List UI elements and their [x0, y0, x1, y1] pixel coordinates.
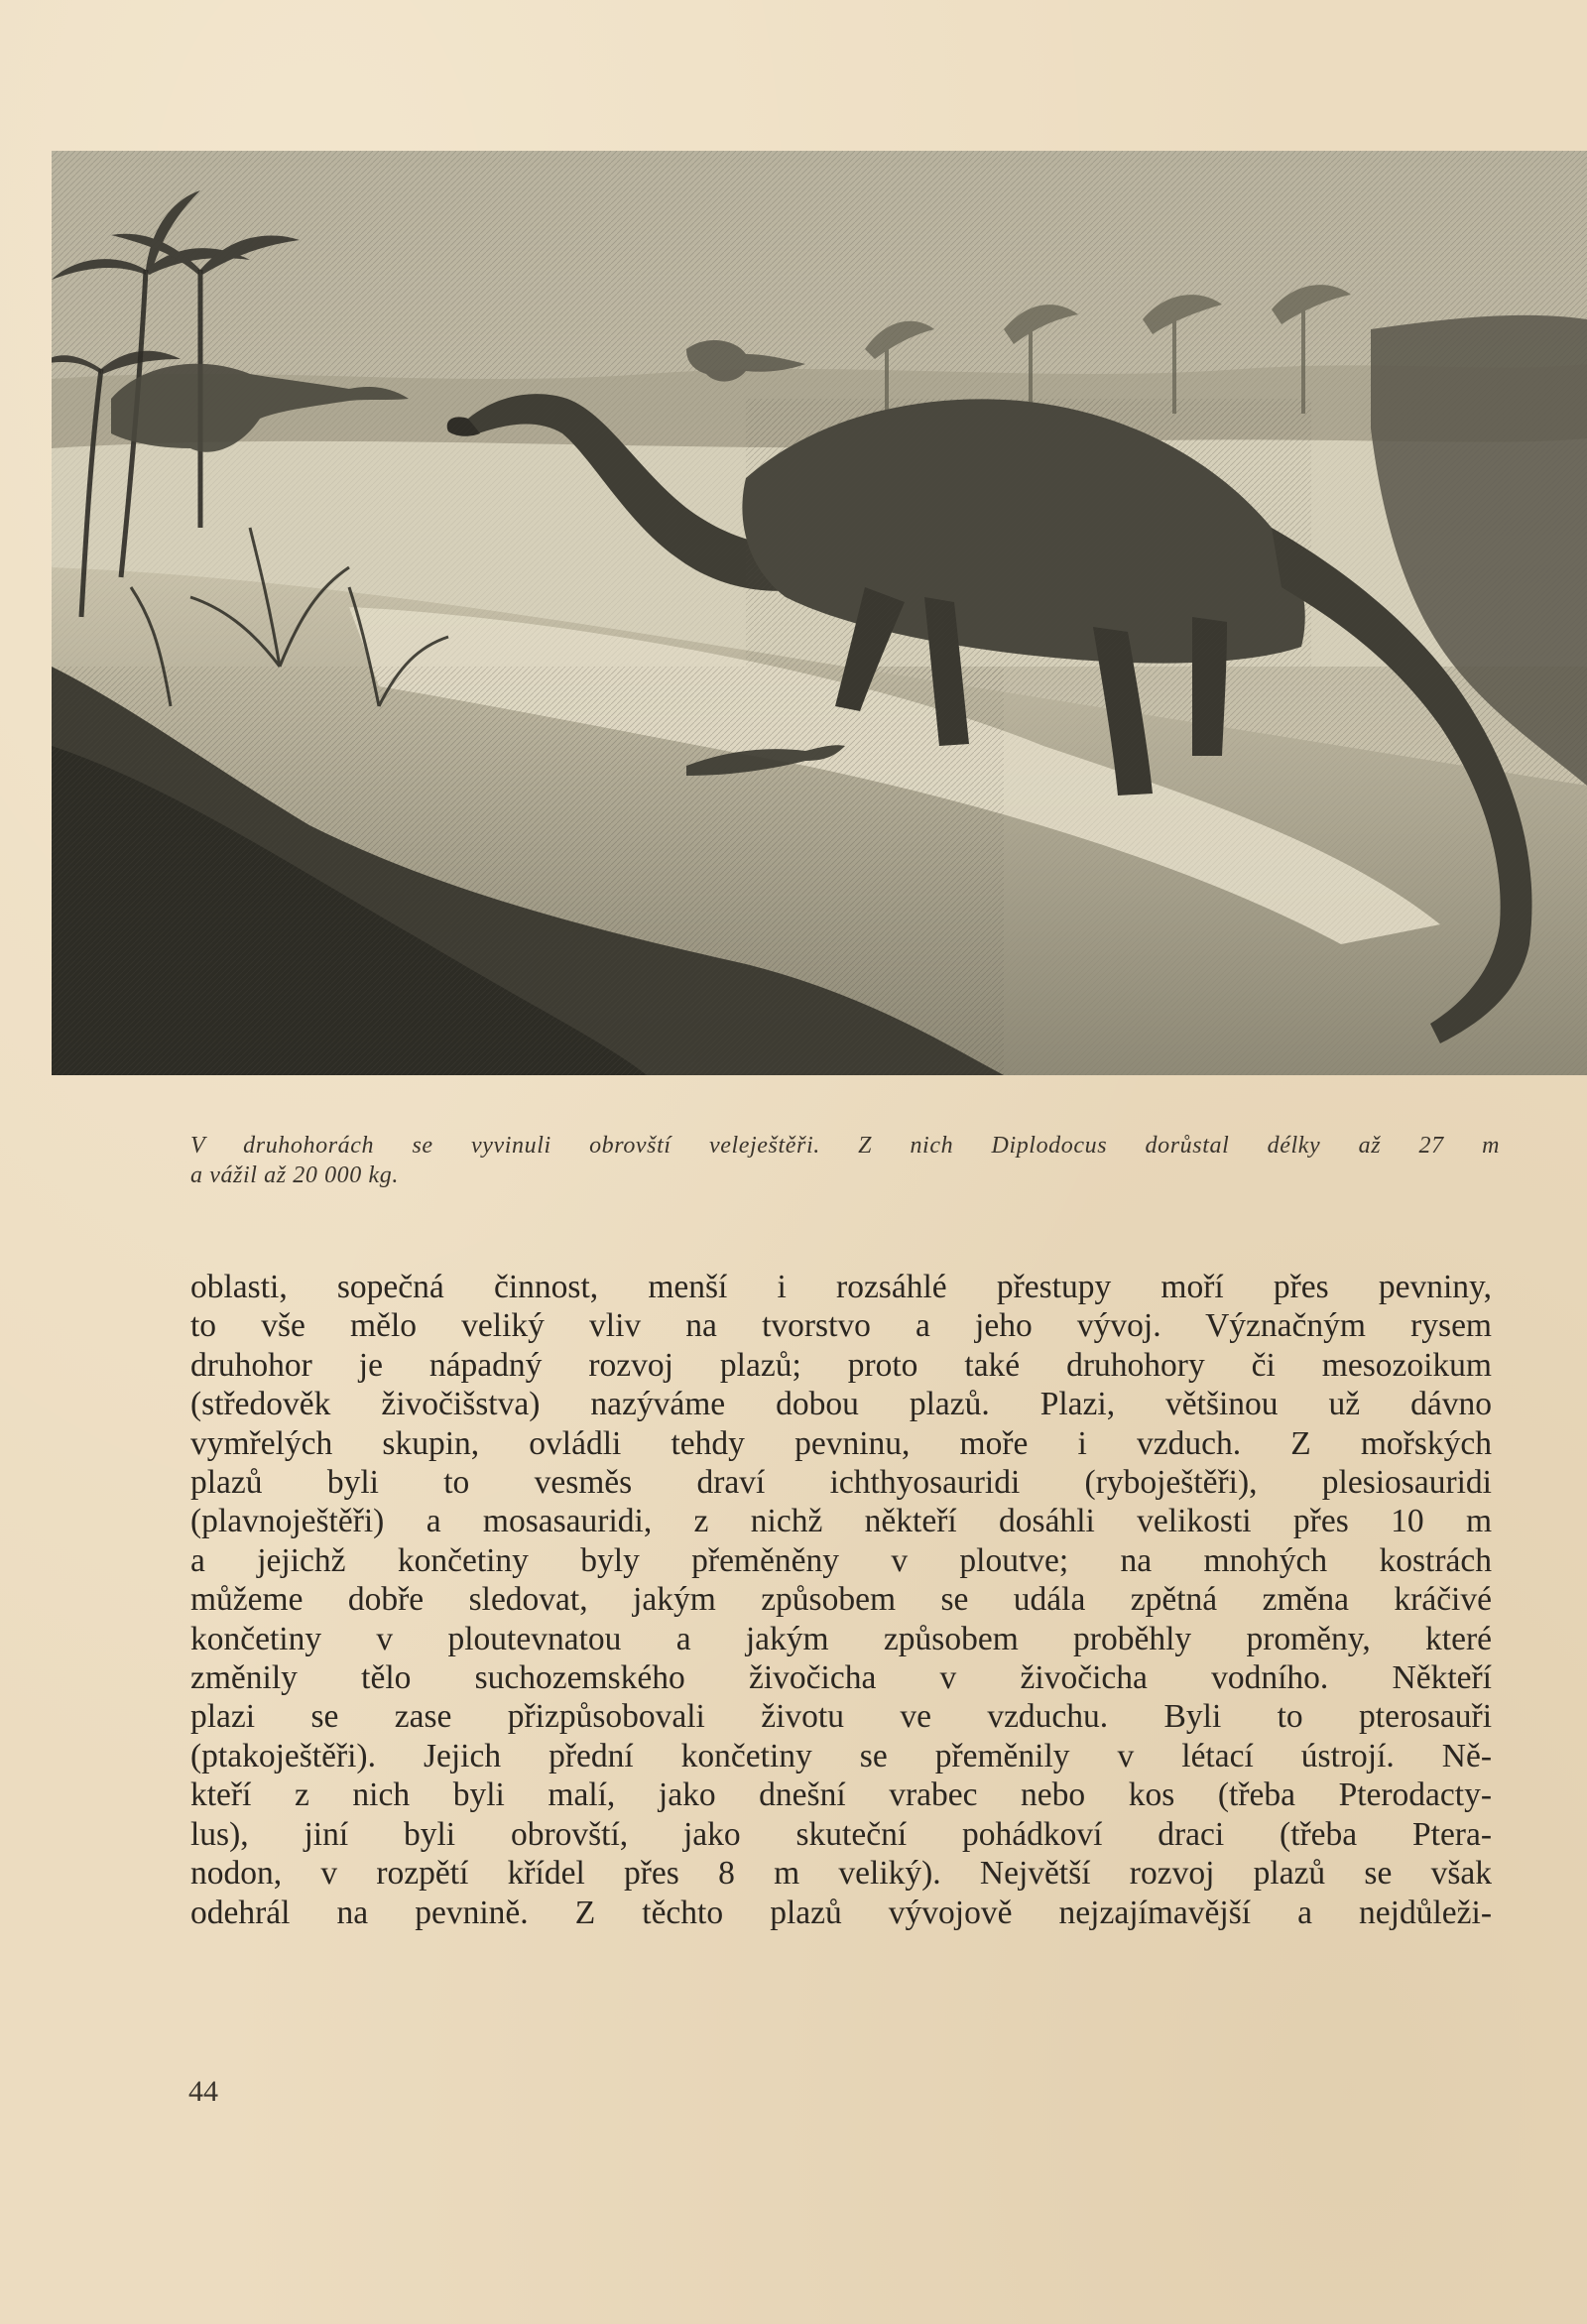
text-line: můžeme dobře sledovat, jakým způsobem se udála zpětná změna kráčivé: [190, 1581, 1492, 1619]
text-line: plazů byli to vesměs draví ichthyosauridi (ryboještěři), plesiosauridi: [190, 1464, 1492, 1502]
figure-caption: [190, 1131, 1500, 1190]
text-line: (ptakoještěři). Jejich přední končetiny se přeměnily v létací ústrojí. Ně-: [190, 1737, 1492, 1774]
page-number: 44: [188, 2075, 218, 2108]
text-line: oblasti, sopečná činnost, menší i rozsáhlé přestupy moří přes pevniny,: [190, 1269, 1492, 1305]
illustration-drawing: [52, 151, 1587, 1075]
text-line: nodon, v rozpětí křídel přes 8 m veliký). Největší rozvoj plazů se však: [190, 1855, 1492, 1893]
text-line: změnily tělo suchozemského živočicha v živočicha vodního. Někteří: [190, 1659, 1492, 1697]
text-line: a jejichž končetiny byly přeměněny v ploutve; na mnohých kostrách: [190, 1541, 1492, 1579]
text-line: odehrál na pevnině. Z těchto plazů vývojově nejzajímavější a nejdůleži-: [190, 1894, 1492, 1931]
body-paragraph: [190, 1268, 1492, 1932]
text-line: lus), jiní byli obrovští, jako skuteční pohádkoví draci (třeba Ptera-: [190, 1815, 1492, 1853]
text-line: druhohor je nápadný rozvoj plazů; proto také druhohory či mesozoikum: [190, 1346, 1492, 1384]
text-line: kteří z nich byli malí, jako dnešní vrabec nebo kos (třeba Pterodacty-: [190, 1776, 1492, 1814]
text-line: končetiny v ploutevnatou a jakým způsobem proběhly proměny, které: [190, 1620, 1492, 1657]
text-line: to vše mělo veliký vliv na tvorstvo a jeho vývoj. Význačným rysem: [190, 1307, 1492, 1345]
caption-line: V druhohorách se vyvinuli obrovští veleještěři. Z nich Diplodocus dorůstal délky až 27 m: [190, 1133, 1500, 1159]
text-line: (plavnoještěři) a mosasauridi, z nichž někteří dosáhli velikosti přes 10 m: [190, 1503, 1492, 1540]
dinosaur-illustration: [52, 151, 1587, 1075]
text-line: (středověk živočišstva) nazýváme dobou plazů. Plazi, většinou už dávno: [190, 1386, 1492, 1423]
caption-line: a vážil až 20 000 kg.: [190, 1162, 399, 1188]
text-line: vymřelých skupin, ovládli tehdy pevninu, moře i vzduch. Z mořských: [190, 1424, 1492, 1462]
text-line: plazi se zase přizpůsobovali životu ve vzduchu. Byli to pterosauři: [190, 1698, 1492, 1736]
